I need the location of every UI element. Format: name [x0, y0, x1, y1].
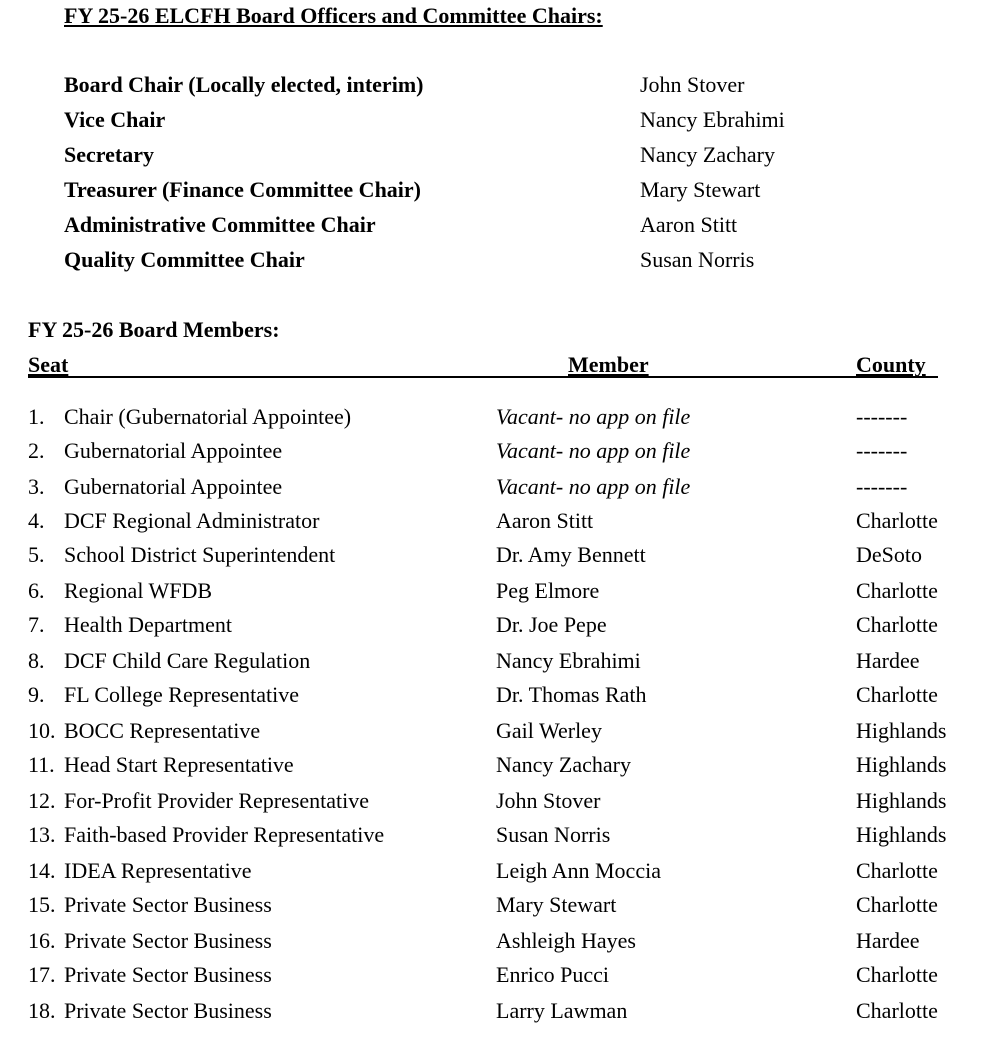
- table-row: [0, 474, 984, 506]
- member-name: Leigh Ann Moccia: [496, 858, 661, 883]
- officer-name: Aaron Stitt: [640, 212, 738, 237]
- table-row: [0, 822, 984, 854]
- officer-title: Quality Committee Chair: [64, 247, 305, 272]
- member-name: Nancy Ebrahimi: [496, 648, 641, 673]
- county: DeSoto: [856, 542, 922, 567]
- county: -------: [856, 438, 908, 463]
- seat-name: Private Sector Business: [64, 998, 272, 1023]
- seat-number: 7.: [28, 612, 45, 637]
- county: Highlands: [856, 822, 947, 847]
- member-name: Vacant- no app on file: [496, 404, 691, 429]
- seat-name: Private Sector Business: [64, 928, 272, 953]
- officer-title: Treasurer (Finance Committee Chair): [64, 177, 422, 202]
- officer-row: [0, 72, 984, 104]
- officer-row: [0, 212, 984, 244]
- table-row: [0, 508, 984, 540]
- seat-number: 8.: [28, 648, 45, 673]
- seat-number: 15.: [28, 892, 56, 917]
- member-name: Dr. Amy Bennett: [496, 542, 646, 567]
- county: Hardee: [856, 928, 920, 953]
- officer-name: Nancy Ebrahimi: [640, 107, 785, 132]
- county: Charlotte: [856, 612, 938, 637]
- seat-name: Head Start Representative: [64, 752, 294, 777]
- seat-name: School District Superintendent: [64, 542, 336, 567]
- table-row: [0, 858, 984, 890]
- county-column-header: County: [856, 352, 926, 377]
- county: Highlands: [856, 788, 947, 813]
- county: Charlotte: [856, 998, 938, 1023]
- member-name: Aaron Stitt: [496, 508, 594, 533]
- seat-name: Health Department: [64, 612, 232, 637]
- seat-name: Gubernatorial Appointee: [64, 474, 283, 499]
- member-name: Ashleigh Hayes: [496, 928, 636, 953]
- seat-name: Private Sector Business: [64, 892, 272, 917]
- seat-number: 2.: [28, 438, 45, 463]
- officer-title: Board Chair (Locally elected, interim): [64, 72, 424, 97]
- seat-name: Private Sector Business: [64, 962, 272, 987]
- member-name: Vacant- no app on file: [496, 438, 691, 463]
- table-row: [0, 788, 984, 820]
- table-row: [0, 998, 984, 1030]
- officer-name: John Stover: [640, 72, 745, 97]
- officer-title: Secretary: [64, 142, 154, 167]
- seat-number: 10.: [28, 718, 56, 743]
- seat-number: 17.: [28, 962, 56, 987]
- table-row: [0, 648, 984, 680]
- officer-name: Mary Stewart: [640, 177, 761, 202]
- member-column-header: Member: [568, 352, 649, 377]
- table-row: [0, 718, 984, 750]
- table-row: [0, 928, 984, 960]
- seat-number: 6.: [28, 578, 45, 603]
- county: Charlotte: [856, 578, 938, 603]
- member-name: Dr. Thomas Rath: [496, 682, 647, 707]
- table-row: [0, 752, 984, 784]
- member-name: Dr. Joe Pepe: [496, 612, 607, 637]
- table-row: [0, 578, 984, 610]
- seat-name: BOCC Representative: [64, 718, 261, 743]
- seat-column-header: Seat: [28, 352, 69, 377]
- table-row: [0, 892, 984, 924]
- county: Highlands: [856, 752, 947, 777]
- member-name: John Stover: [496, 788, 601, 813]
- county: Charlotte: [856, 962, 938, 987]
- county: Charlotte: [856, 508, 938, 533]
- members-heading: FY 25-26 Board Members:: [28, 317, 280, 342]
- county: -------: [856, 404, 908, 429]
- county: Charlotte: [856, 892, 938, 917]
- table-row: [0, 612, 984, 644]
- member-name: Enrico Pucci: [496, 962, 610, 987]
- seat-number: 1.: [28, 404, 45, 429]
- seat-number: 13.: [28, 822, 56, 847]
- seat-name: Faith-based Provider Representative: [64, 822, 385, 847]
- seat-name: Regional WFDB: [64, 578, 213, 603]
- seat-number: 5.: [28, 542, 45, 567]
- member-name: Mary Stewart: [496, 892, 617, 917]
- seat-number: 4.: [28, 508, 45, 533]
- member-name: Vacant- no app on file: [496, 474, 691, 499]
- county: -------: [856, 474, 908, 499]
- officer-row: [0, 177, 984, 209]
- table-row: [0, 404, 984, 436]
- seat-number: 9.: [28, 682, 45, 707]
- officer-row: [0, 247, 984, 279]
- seat-name: DCF Regional Administrator: [64, 508, 320, 533]
- officer-row: [0, 107, 984, 139]
- seat-number: 11.: [28, 752, 55, 777]
- seat-name: For-Profit Provider Representative: [64, 788, 370, 813]
- seat-number: 18.: [28, 998, 56, 1023]
- seat-number: 14.: [28, 858, 56, 883]
- member-name: Susan Norris: [496, 822, 611, 847]
- seat-number: 3.: [28, 474, 45, 499]
- county: Hardee: [856, 648, 920, 673]
- table-row: [0, 542, 984, 574]
- officer-name: Susan Norris: [640, 247, 755, 272]
- header-rule: [28, 376, 938, 378]
- officer-title: Vice Chair: [64, 107, 166, 132]
- seat-name: Chair (Gubernatorial Appointee): [64, 404, 352, 429]
- document-title: FY 25-26 ELCFH Board Officers and Committee Chairs:: [64, 3, 603, 28]
- seat-name: DCF Child Care Regulation: [64, 648, 311, 673]
- member-name: Gail Werley: [496, 718, 602, 743]
- county: Charlotte: [856, 858, 938, 883]
- officer-row: [0, 142, 984, 174]
- seat-name: FL College Representative: [64, 682, 300, 707]
- table-row: [0, 682, 984, 714]
- member-name: Nancy Zachary: [496, 752, 631, 777]
- seat-number: 12.: [28, 788, 56, 813]
- seat-number: 16.: [28, 928, 56, 953]
- officer-name: Nancy Zachary: [640, 142, 775, 167]
- seat-name: Gubernatorial Appointee: [64, 438, 283, 463]
- county: Charlotte: [856, 682, 938, 707]
- member-name: Larry Lawman: [496, 998, 628, 1023]
- member-name: Peg Elmore: [496, 578, 600, 603]
- table-row: [0, 438, 984, 470]
- county: Highlands: [856, 718, 947, 743]
- officer-title: Administrative Committee Chair: [64, 212, 376, 237]
- seat-name: IDEA Representative: [64, 858, 252, 883]
- table-row: [0, 962, 984, 994]
